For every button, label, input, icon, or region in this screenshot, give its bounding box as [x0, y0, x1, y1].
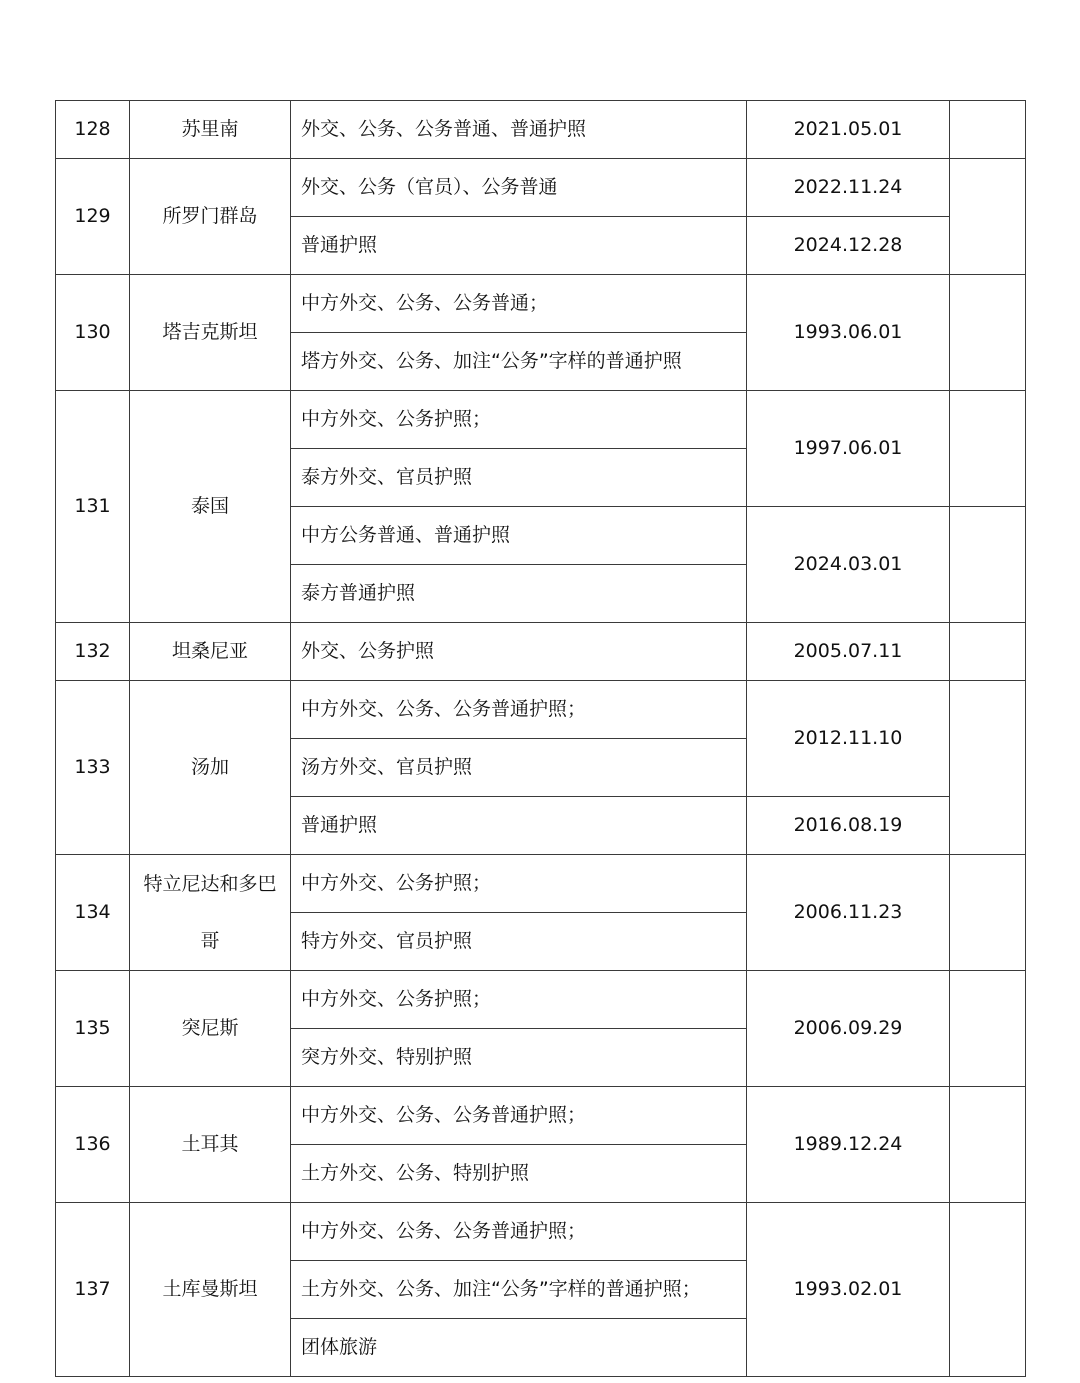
note-cell [950, 971, 1026, 1087]
effective-date: 2006.09.29 [747, 971, 950, 1087]
row-number: 130 [56, 275, 130, 391]
note-cell [950, 159, 1026, 275]
passport-types: 泰方外交、官员护照 [291, 449, 747, 507]
row-number: 137 [56, 1203, 130, 1377]
row-number: 136 [56, 1087, 130, 1203]
passport-types: 外交、公务（官员）、公务普通 [291, 159, 747, 217]
effective-date: 1989.12.24 [747, 1087, 950, 1203]
table-row [56, 623, 1026, 681]
passport-types: 土方外交、公务、特别护照 [291, 1145, 747, 1203]
country-name: 所罗门群岛 [130, 159, 291, 275]
note-cell [950, 623, 1026, 681]
country-name: 特立尼达和多巴哥 [130, 855, 291, 971]
row-number: 133 [56, 681, 130, 855]
note-cell [950, 391, 1026, 507]
effective-date: 2021.05.01 [747, 101, 950, 159]
note-cell [950, 507, 1026, 623]
passport-types: 汤方外交、官员护照 [291, 739, 747, 797]
table-row [56, 971, 1026, 1029]
row-number: 128 [56, 101, 130, 159]
note-cell [950, 1203, 1026, 1377]
note-cell [950, 101, 1026, 159]
country-name: 土耳其 [130, 1087, 291, 1203]
passport-types: 中方外交、公务、公务普通； [291, 275, 747, 333]
effective-date: 2005.07.11 [747, 623, 950, 681]
table-row [56, 101, 1026, 159]
country-name: 塔吉克斯坦 [130, 275, 291, 391]
note-cell [950, 1087, 1026, 1203]
effective-date: 2024.03.01 [747, 507, 950, 623]
passport-types: 泰方普通护照 [291, 565, 747, 623]
passport-types: 中方外交、公务护照； [291, 391, 747, 449]
table-row [56, 275, 1026, 333]
country-name: 坦桑尼亚 [130, 623, 291, 681]
effective-date: 1993.02.01 [747, 1203, 950, 1377]
passport-types: 普通护照 [291, 797, 747, 855]
row-number: 135 [56, 971, 130, 1087]
passport-types: 中方外交、公务、公务普通护照； [291, 1087, 747, 1145]
effective-date: 2012.11.10 [747, 681, 950, 797]
note-cell [950, 275, 1026, 391]
passport-types: 塔方外交、公务、加注“公务”字样的普通护照 [291, 333, 747, 391]
table-row [56, 1087, 1026, 1145]
passport-types: 中方外交、公务、公务普通护照； [291, 681, 747, 739]
table-row [56, 391, 1026, 449]
passport-types: 中方公务普通、普通护照 [291, 507, 747, 565]
table-row [56, 159, 1026, 217]
row-number: 131 [56, 391, 130, 623]
effective-date: 2022.11.24 [747, 159, 950, 217]
effective-date: 2016.08.19 [747, 797, 950, 855]
passport-types: 团体旅游 [291, 1319, 747, 1377]
effective-date: 2024.12.28 [747, 217, 950, 275]
row-number: 129 [56, 159, 130, 275]
note-cell [950, 855, 1026, 971]
passport-types: 外交、公务护照 [291, 623, 747, 681]
passport-types: 突方外交、特别护照 [291, 1029, 747, 1087]
note-cell [950, 681, 1026, 855]
effective-date: 2006.11.23 [747, 855, 950, 971]
row-number: 134 [56, 855, 130, 971]
country-name: 汤加 [130, 681, 291, 855]
table-row [56, 855, 1026, 913]
passport-types: 特方外交、官员护照 [291, 913, 747, 971]
effective-date: 1997.06.01 [747, 391, 950, 507]
passport-types: 中方外交、公务、公务普通护照； [291, 1203, 747, 1261]
passport-types: 普通护照 [291, 217, 747, 275]
row-number: 132 [56, 623, 130, 681]
visa-exemption-table [55, 100, 1026, 1377]
table-row [56, 1203, 1026, 1261]
country-name: 土库曼斯坦 [130, 1203, 291, 1377]
passport-types: 外交、公务、公务普通、普通护照 [291, 101, 747, 159]
table-row [56, 681, 1026, 739]
passport-types: 中方外交、公务护照； [291, 855, 747, 913]
passport-types: 中方外交、公务护照； [291, 971, 747, 1029]
country-name: 泰国 [130, 391, 291, 623]
passport-types: 土方外交、公务、加注“公务”字样的普通护照； [291, 1261, 747, 1319]
country-name: 苏里南 [130, 101, 291, 159]
country-name: 突尼斯 [130, 971, 291, 1087]
effective-date: 1993.06.01 [747, 275, 950, 391]
